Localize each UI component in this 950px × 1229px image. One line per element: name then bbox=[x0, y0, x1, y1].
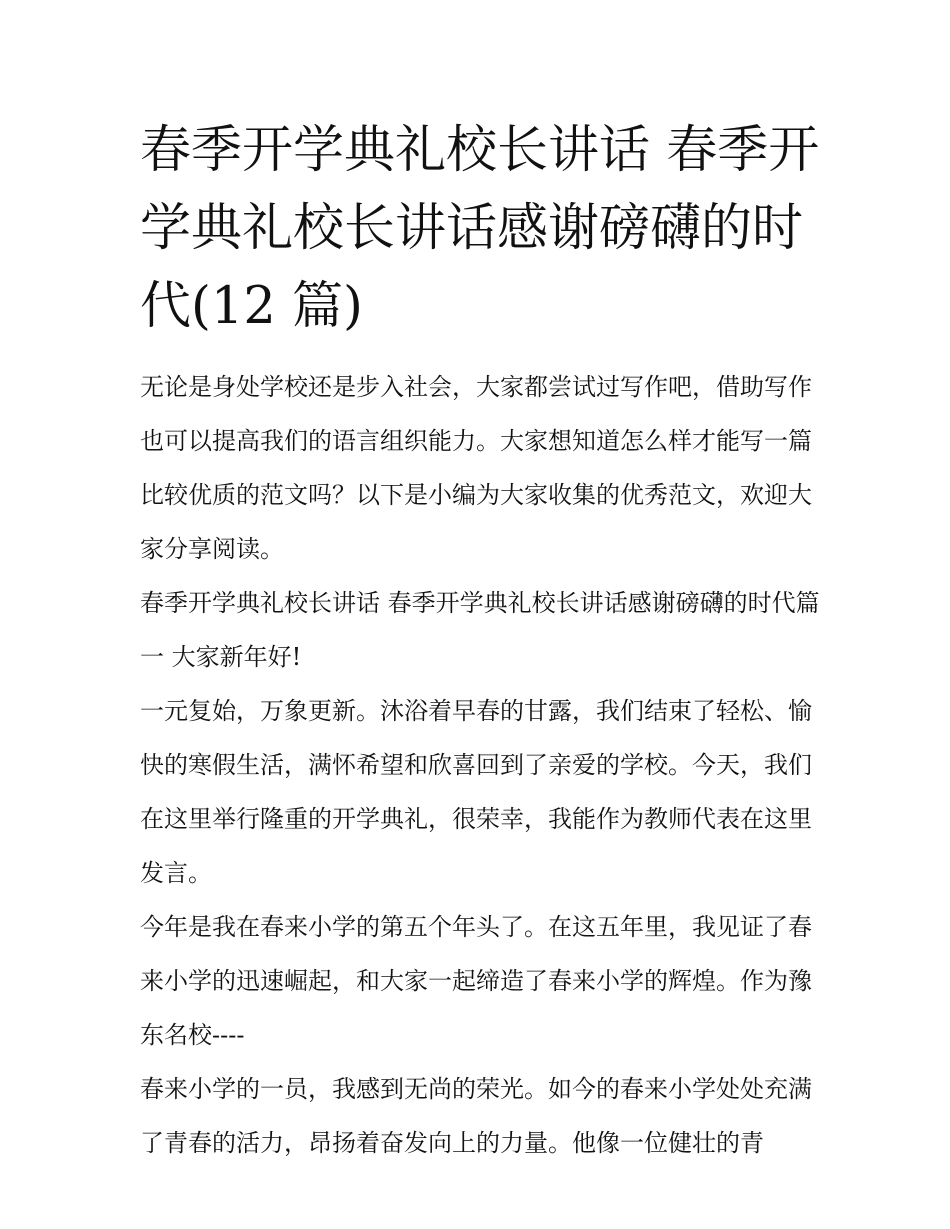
body-paragraph: 今年是我在春来小学的第五个年头了。在这五年里，我见证了春来小学的迅速崛起，和大家一起缔造了春来小学的辉煌。作为豫东名校---- bbox=[140, 913, 812, 1049]
document-title: 春季开学典礼校长讲话 春季开学典礼校长讲话感谢磅礴的时代(12 篇) bbox=[140, 121, 820, 336]
document-body bbox=[140, 112, 820, 1170]
body-paragraph: 一元复始，万象更新。沐浴着早春的甘露，我们结束了轻松、愉快的寒假生活，满怀希望和欣喜回到了亲爱的学校。今天，我们在这里举行隆重的开学典礼，很荣幸，我能作为教师代表在这里发言。 bbox=[140, 697, 812, 887]
section-heading-paragraph: 春季开学典礼校长讲话 春季开学典礼校长讲话感谢磅礴的时代篇一 大家新年好! bbox=[140, 589, 820, 671]
intro-paragraph: 无论是身处学校还是步入社会，大家都尝试过写作吧，借助写作也可以提高我们的语言组织能力。大家想知道怎么样才能写一篇比较优质的范文吗？以下是小编为大家收集的优秀范文，欢迎大家分享阅读。 bbox=[140, 373, 812, 563]
body-paragraph: 春来小学的一员，我感到无尚的荣光。如今的春来小学处处充满了青春的活力，昂扬着奋发向上的力量。他像一位健壮的青 bbox=[140, 1075, 812, 1157]
